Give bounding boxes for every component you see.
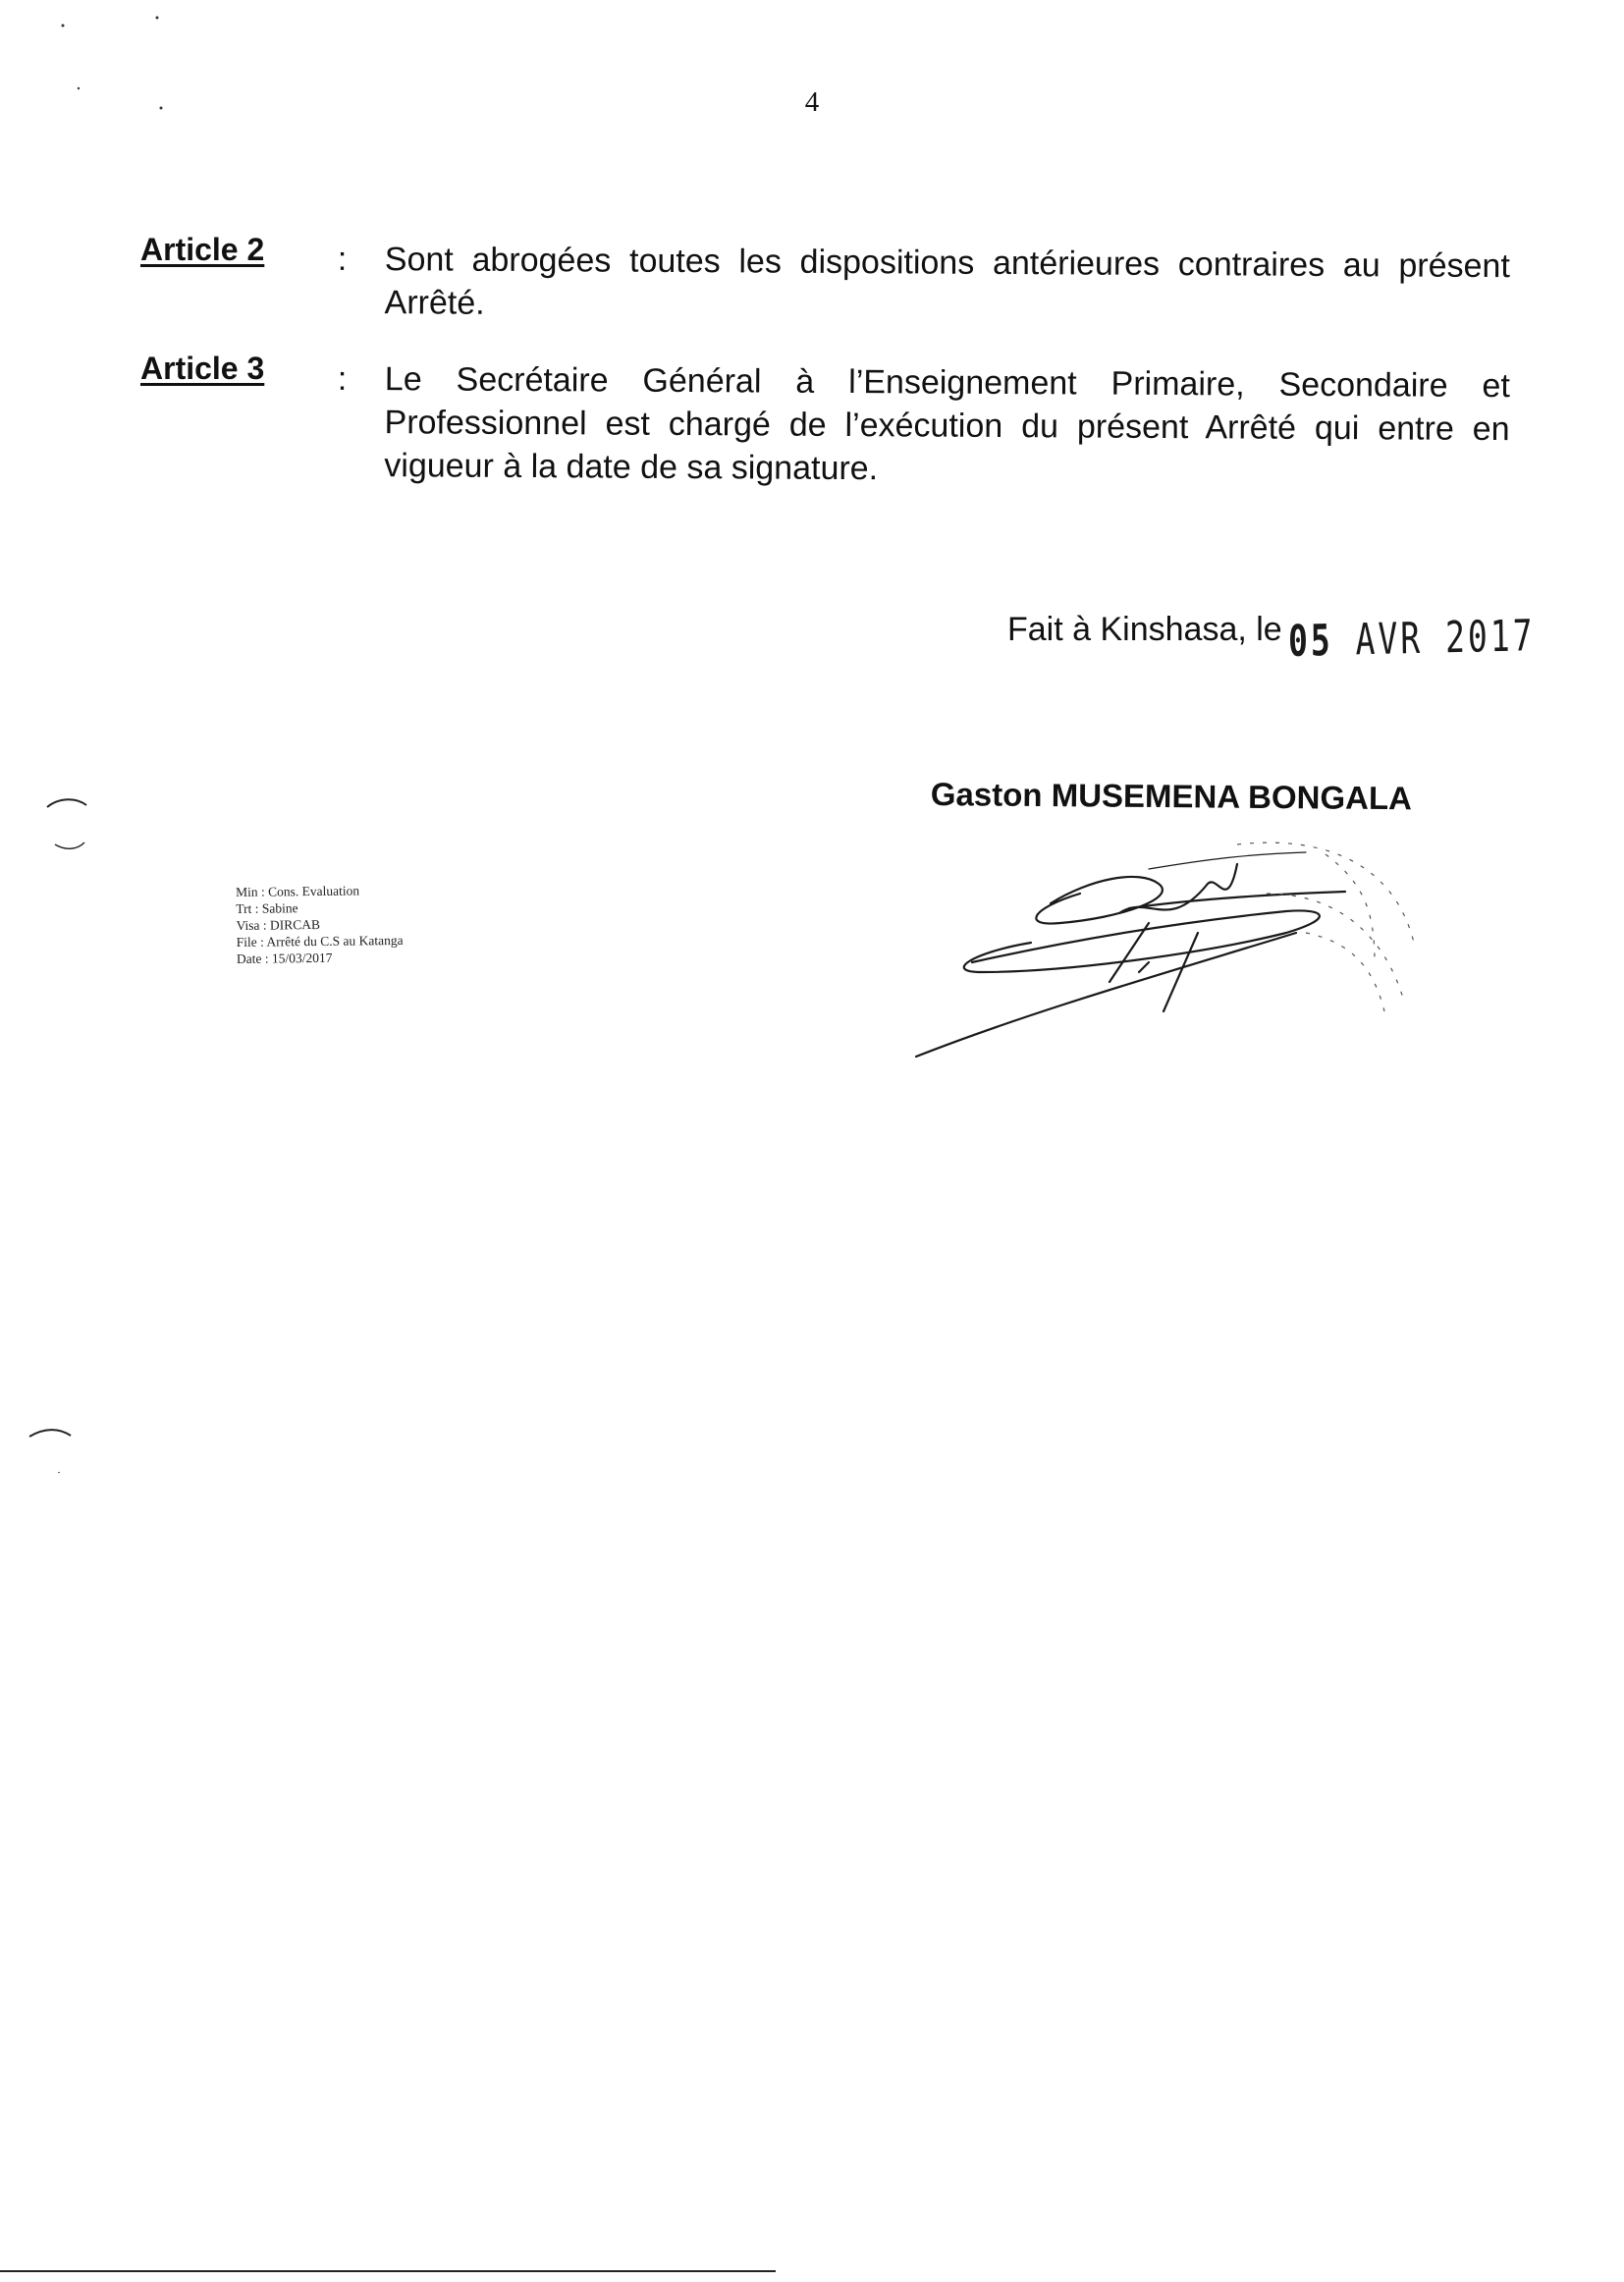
ref-date: Date : 15/03/2017	[236, 950, 333, 966]
ref-file: File : Arrêté du C.S au Katanga	[236, 932, 404, 950]
article-3-label: Article 3	[140, 351, 265, 386]
footer-rule	[0, 2270, 776, 2272]
handwritten-signature	[913, 825, 1522, 1080]
ref-trt: Trt : Sabine	[236, 900, 298, 916]
article-3-text: Le Secrétaire Général à l’Enseignement Primaire, Secondaire et Professionnel est chargé de l’exécution du présent Arrêté qui entre en vigueur à la date de sa signature.	[384, 360, 1510, 488]
date-stamp	[1288, 611, 1536, 667]
article-2-label: Article 2	[140, 232, 265, 267]
page-number: 4	[804, 86, 820, 118]
place-and-date-label: Fait à Kinshasa, le	[1007, 611, 1282, 648]
stamp-month: AVR	[1355, 613, 1424, 666]
stamp-day: 05	[1287, 615, 1334, 667]
article-2-colon: :	[337, 240, 348, 278]
ref-min: Min : Cons. Evaluation	[236, 883, 360, 899]
article-2-text: Sont abrogées toutes les dispositions antérieures contraires au présent Arrêté.	[384, 241, 1510, 322]
scan-marks	[0, 0, 196, 1473]
signatory-name: Gaston MUSEMENA BONGALA	[930, 776, 1413, 817]
article-2-body	[337, 238, 1510, 331]
ref-visa: Visa : DIRCAB	[236, 916, 321, 933]
stamp-year: 2017	[1444, 611, 1536, 664]
reference-block	[236, 882, 404, 967]
article-3-body	[337, 357, 1510, 494]
article-3-colon: :	[337, 359, 348, 398]
